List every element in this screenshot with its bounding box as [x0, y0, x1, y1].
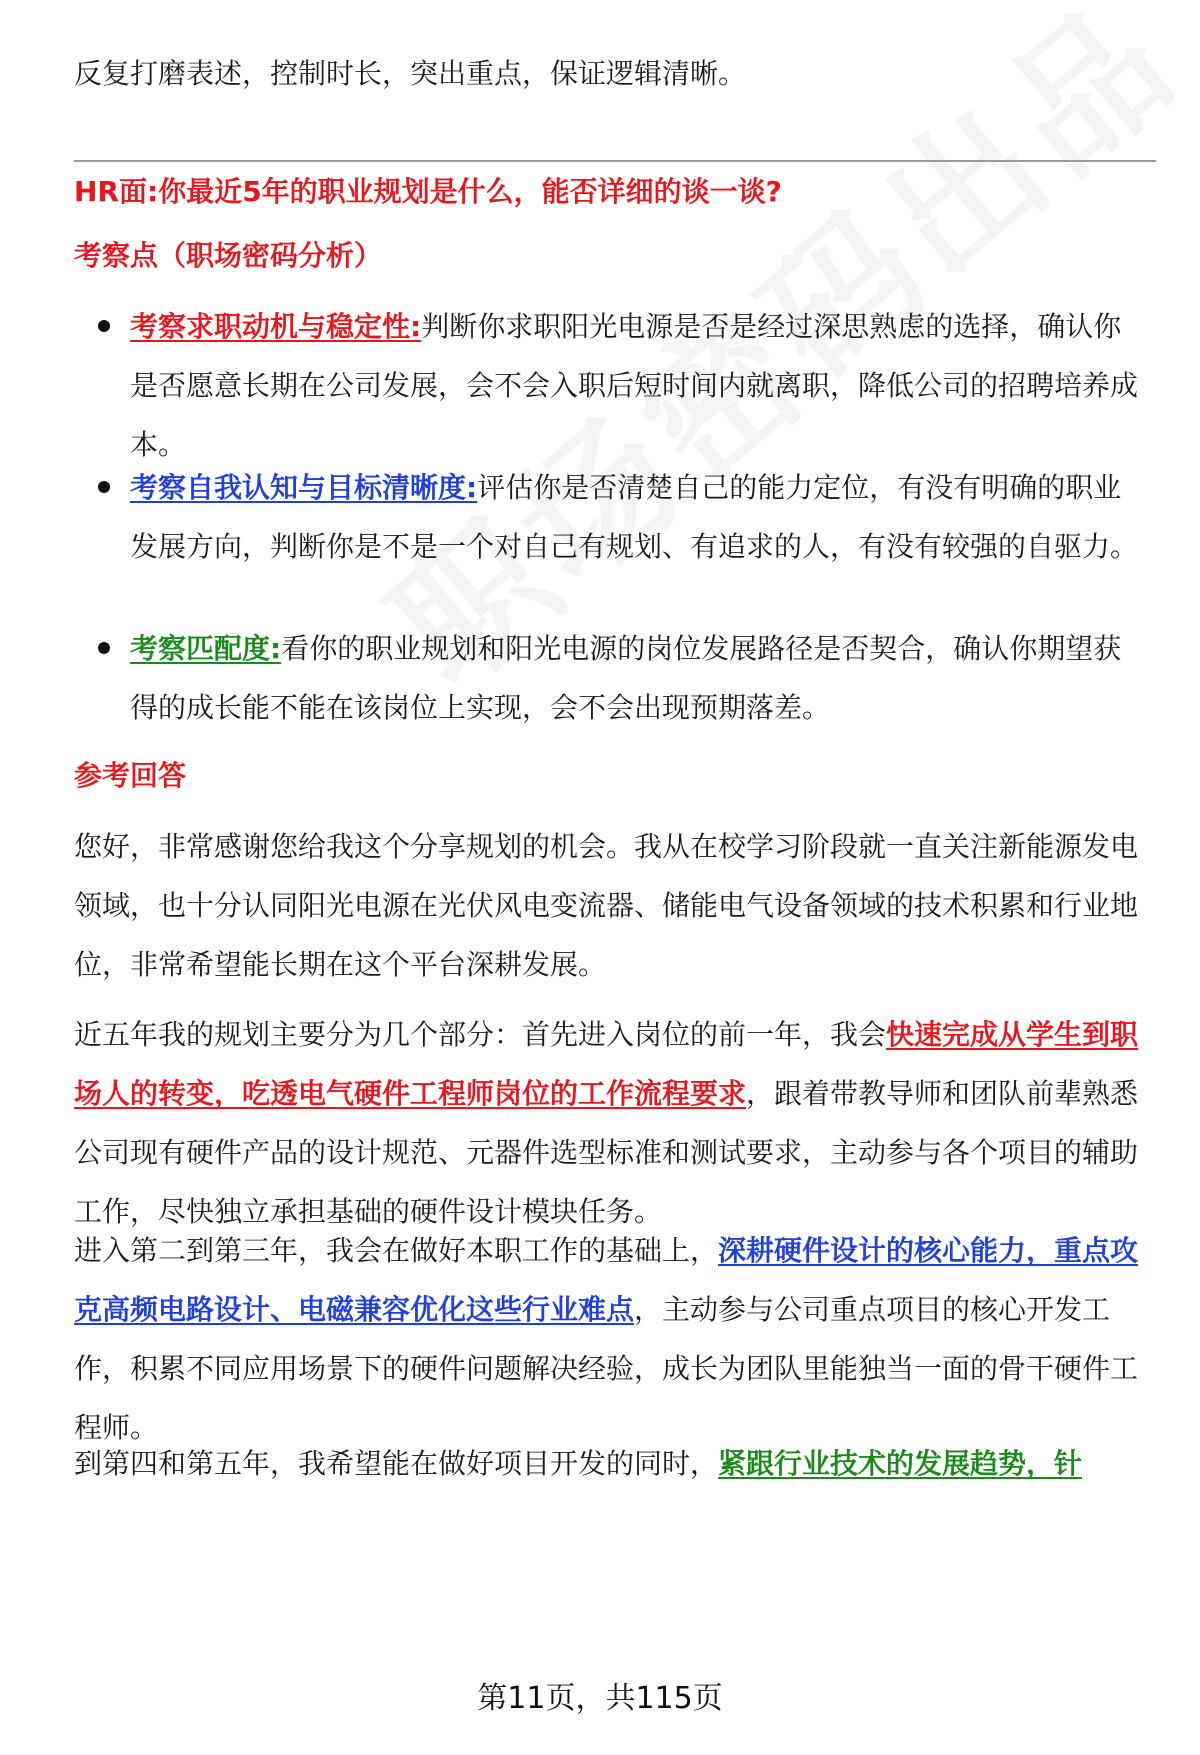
intro-line: 反复打磨表述，控制时长，突出重点，保证逻辑清晰。 [74, 57, 747, 90]
bullet-dot [98, 642, 110, 654]
answer-paragraph-2 [74, 1005, 1146, 1241]
answer-paragraph-1: 您好，非常感谢您给我这个分享规划的机会。我从在校学习阶段就一直关注新能源发电领域，也十分认同阳光电源在光伏风电变流器、储能电气设备领域的技术积累和行业地位，非常希望能长期在这个平台深耕发展。 [74, 830, 1139, 981]
bullet-keyword: 考察自我认知与目标清晰度: [130, 471, 478, 504]
bullet-keyword: 考察求职动机与稳定性: [130, 310, 422, 343]
section-divider [74, 160, 1156, 162]
highlight-text: 深耕硬件设计的核心能力，重点攻克高频电路设计、电磁兼容优化这些行业难点 [74, 1234, 1139, 1326]
question-title: HR面:你最近5年的职业规划是什么，能否详细的谈一谈? [74, 175, 782, 208]
bullet-dot [98, 481, 110, 493]
analysis-heading: 考察点（职场密码分析） [74, 239, 383, 272]
answer-heading: 参考回答 [74, 759, 187, 792]
answer-text: ，主动参与公司重点项目的核心开发工作，积累不同应用场景下的硬件问题解决经验，成长为团队里能独当一面的骨干硬件工程师。 [74, 1293, 1139, 1444]
bullet-text: 判断你求职阳光电源是否是经过深思熟虑的选择，确认你是否愿意长期在公司发展，会不会入职后短时间内就离职，降低公司的招聘培养成本。 [130, 310, 1139, 461]
bullet-item-self-awareness [130, 458, 1146, 576]
answer-paragraph-4 [74, 1434, 1146, 1493]
bullet-dot [98, 320, 110, 332]
bullet-item-fit [130, 619, 1146, 737]
bullet-item-motivation [130, 297, 1146, 474]
bullet-text: 评估你是否清楚自己的能力定位，有没有明确的职业发展方向，判断你是不是一个对自己有规划、有追求的人，有没有较强的自驱力。 [130, 471, 1139, 563]
bullet-text: 看你的职业规划和阳光电源的岗位发展路径是否契合，确认你期望获得的成长能不能在该岗位上实现，会不会出现预期落差。 [130, 632, 1122, 724]
page-footer: 第11页，共115页 [477, 1681, 723, 1716]
answer-text: 近五年我的规划主要分为几个部分：首先进入岗位的前一年，我会 [74, 1018, 887, 1051]
answer-text: 到第四和第五年，我希望能在做好项目开发的同时， [74, 1447, 719, 1480]
answer-text: ，跟着带教导师和团队前辈熟悉公司现有硬件产品的设计规范、元器件选型标准和测试要求，主动参与各个项目的辅助工作，尽快独立承担基础的硬件设计模块任务。 [74, 1077, 1139, 1228]
answer-paragraph-3 [74, 1221, 1146, 1457]
highlight-text: 紧跟行业技术的发展趋势，针 [718, 1447, 1083, 1480]
answer-text: 进入第二到第三年，我会在做好本职工作的基础上， [74, 1234, 719, 1267]
highlight-text: 快速完成从学生到职场人的转变，吃透电气硬件工程师岗位的工作流程要求 [74, 1018, 1139, 1110]
bullet-keyword: 考察匹配度: [130, 632, 282, 665]
